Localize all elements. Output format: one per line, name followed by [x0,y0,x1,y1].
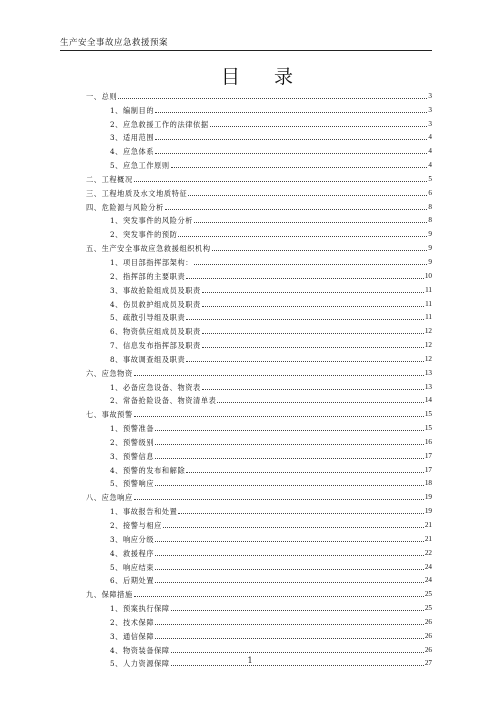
toc-entry-page: 21 [424,521,432,529]
toc-entry-label: 2、指挥部的主要职责 [110,271,186,281]
dot-leader [155,430,424,431]
dot-leader [155,485,424,486]
toc-entry-page: 18 [424,479,432,488]
toc-entry-label: 3、事故抢险组成员及职责 [110,285,201,295]
toc-entry-page: 4 [428,133,432,142]
dot-leader [171,610,424,611]
toc-entry[interactable] [86,142,432,156]
toc-entry-label: 4、救援程序 [110,548,155,558]
toc-entry-page: 25 [424,604,432,613]
toc-entry-label: 六、应急物资 [86,368,133,378]
toc-entry-page: 6 [428,188,432,197]
toc-entry[interactable] [86,101,432,115]
dot-leader [178,236,427,237]
toc-entry[interactable] [86,599,432,613]
toc-title: 目 录 [220,66,308,88]
toc-entry-page: 12 [424,354,432,363]
toc-entry-page: 11 [425,299,432,308]
toc-entry[interactable] [86,267,432,281]
toc-entry-page: 9 [428,257,432,266]
dot-leader [134,181,428,182]
toc-entry-page: 19 [424,507,432,516]
toc-entry-page: 3 [428,105,432,114]
dot-leader [202,306,424,307]
dot-leader [202,292,424,293]
toc-entry-label: 4、物资装备保障 [110,645,170,655]
dot-leader [165,209,428,210]
toc-entry-label: 5、响应结束 [110,562,155,572]
toc-entry[interactable] [86,392,432,406]
toc-entry-page: 19 [424,493,432,502]
toc-entry[interactable] [86,225,432,239]
dot-leader [178,513,423,514]
toc-entry[interactable] [86,322,432,336]
dot-leader [194,222,427,223]
toc-entry-page: 26 [424,645,432,654]
dot-leader [171,167,428,168]
toc-entry[interactable] [86,364,432,378]
toc-entry[interactable] [86,613,432,627]
toc-entry-page: 24 [424,562,432,571]
toc-entry-label: 1、必备应急设备、物资表 [110,382,201,392]
toc-entry-page: 15 [424,410,432,419]
toc-entry-label: 1、事故报告和处置 [110,507,178,517]
table-of-contents [86,87,432,668]
toc-entry[interactable] [86,212,432,226]
toc-entry-page: 9 [428,244,432,253]
toc-entry-page: 5 [428,174,432,183]
dot-leader [134,375,424,376]
toc-entry[interactable] [86,309,432,323]
toc-entry[interactable] [86,516,432,530]
toc-entry-label: 5、应急工作原则 [110,161,170,171]
toc-entry-label: 8、事故调查组及职责 [110,354,186,364]
toc-entry-label: 6、物资供应组成员及职责 [110,327,201,337]
toc-entry-page: 16 [424,437,432,446]
toc-entry[interactable] [86,544,432,558]
toc-entry[interactable] [86,378,432,392]
toc-entry-page: 17 [424,465,432,474]
dot-leader [155,112,427,113]
toc-entry-page: 15 [424,424,432,433]
toc-entry[interactable] [86,433,432,447]
dot-leader [163,527,424,528]
toc-entry-page: 11 [425,285,432,294]
toc-entry[interactable] [86,156,432,170]
toc-entry[interactable] [86,461,432,475]
toc-entry-label: 3、通信保障 [110,631,155,641]
toc-entry-label: 九、保障措施 [86,590,133,600]
toc-entry-label: 一、总则 [86,91,118,101]
dot-leader [202,347,424,348]
toc-entry-page: 14 [424,396,432,405]
toc-entry-page: 25 [424,590,432,599]
toc-entry-page: 22 [424,548,432,557]
toc-entry-page: 17 [424,451,432,460]
toc-entry-page: 3 [428,91,432,100]
toc-entry-page: 12 [424,327,432,336]
toc-entry-label: 5、人力资源保障 [110,659,170,669]
toc-entry-label: 3、响应分级 [110,534,155,544]
toc-entry-page: 13 [424,382,432,391]
toc-entry-label: 1、编制目的 [110,105,155,115]
dot-leader [155,624,424,625]
toc-entry[interactable] [86,184,432,198]
toc-entry-label: 6、后期处置 [110,576,155,586]
toc-entry[interactable] [86,475,432,489]
dot-leader [186,361,424,362]
toc-entry[interactable] [86,585,432,599]
toc-entry[interactable] [86,558,432,572]
toc-entry-label: 1、项目部指挥部架构： [110,257,194,267]
page-header-title: 生产安全事故应急救援预案 [60,38,169,48]
toc-entry[interactable] [86,572,432,586]
page-number: 1 [247,656,253,665]
toc-entry-label: 4、伤员救护组成员及职责 [110,299,201,309]
toc-entry-label: 5、疏散引导组及职责 [110,313,186,323]
toc-entry[interactable] [86,641,432,655]
toc-entry-label: 3、预警信息 [110,451,155,461]
toc-entry[interactable] [86,530,432,544]
toc-entry-label: 1、突发事件的风险分析 [110,216,194,226]
dot-leader [155,638,424,639]
toc-entry-label: 4、应急体系 [110,147,155,157]
toc-entry-label: 4、预警的发布和解除 [110,465,186,475]
dot-leader [155,444,424,445]
header-divider [60,50,432,51]
toc-entry[interactable] [86,239,432,253]
toc-entry[interactable] [86,198,432,212]
dot-leader [155,458,424,459]
dot-leader [202,333,424,334]
dot-leader [134,499,424,500]
dot-leader [155,555,424,556]
toc-entry-label: 四、危险源与风险分析 [86,202,164,212]
dot-leader [186,472,424,473]
dot-leader [186,278,424,279]
toc-entry-page: 9 [428,230,432,239]
toc-entry[interactable] [86,170,432,184]
toc-entry-page: 11 [425,313,432,322]
toc-entry[interactable] [86,419,432,433]
toc-entry-label: 1、预案执行保障 [110,604,170,614]
toc-entry-label: 2、预警级别 [110,437,155,447]
toc-entry-label: 2、突发事件的预防 [110,230,178,240]
toc-entry-page: 26 [424,631,432,640]
dot-leader [155,582,424,583]
toc-entry-page: 27 [424,659,432,668]
toc-entry-label: 七、事故预警 [86,410,133,420]
dot-leader [118,98,427,99]
toc-entry-page: 26 [424,617,432,626]
dot-leader [217,402,423,403]
dot-leader [155,541,424,542]
toc-entry[interactable] [86,129,432,143]
toc-entry-label: 五、生产安全事故应急救援组织机构 [86,244,211,254]
toc-entry-page: 24 [424,576,432,585]
toc-entry-label: 3、适用范围 [110,133,155,143]
dot-leader [171,652,424,653]
toc-entry[interactable] [86,253,432,267]
dot-leader [155,139,427,140]
toc-entry[interactable] [86,281,432,295]
dot-leader [171,665,424,666]
toc-entry[interactable] [86,405,432,419]
toc-entry-page: 12 [424,341,432,350]
toc-entry-page: 8 [428,216,432,225]
toc-entry-label: 2、技术保障 [110,617,155,627]
dot-leader [194,264,427,265]
toc-entry-label: 八、应急响应 [86,493,133,503]
dot-leader [155,569,424,570]
dot-leader [188,195,427,196]
toc-entry-page: 4 [428,161,432,170]
dot-leader [155,153,427,154]
dot-leader [212,250,428,251]
toc-entry-label: 二、工程概况 [86,174,133,184]
toc-entry[interactable] [86,87,432,101]
toc-entry-page: 8 [428,202,432,211]
dot-leader [134,596,424,597]
toc-entry-label: 2、常备抢险设备、物资清单表 [110,396,217,406]
dot-leader [210,126,428,127]
toc-entry[interactable] [86,488,432,502]
toc-entry-label: 1、预警准备 [110,424,155,434]
toc-entry-page: 21 [424,534,432,543]
toc-entry[interactable] [86,350,432,364]
toc-entry-label: 2、接警与相应 [110,521,162,530]
toc-entry-label: 7、信息发布指挥部及职责 [110,341,201,351]
toc-entry[interactable] [86,295,432,309]
toc-entry-label: 三、工程地质及水文地质特征 [86,188,188,198]
toc-entry-page: 3 [428,119,432,128]
toc-entry-page: 13 [424,368,432,377]
toc-entry-label: 2、应急救援工作的法律依据 [110,119,209,129]
toc-entry[interactable] [86,336,432,350]
dot-leader [202,389,424,390]
toc-entry[interactable] [86,502,432,516]
toc-entry[interactable] [86,627,432,641]
dot-leader [186,319,424,320]
toc-entry-page: 10 [424,271,432,280]
toc-entry[interactable] [86,447,432,461]
toc-entry-page: 4 [428,147,432,156]
toc-entry[interactable] [86,115,432,129]
dot-leader [134,416,424,417]
toc-entry-label: 5、预警响应 [110,479,155,489]
